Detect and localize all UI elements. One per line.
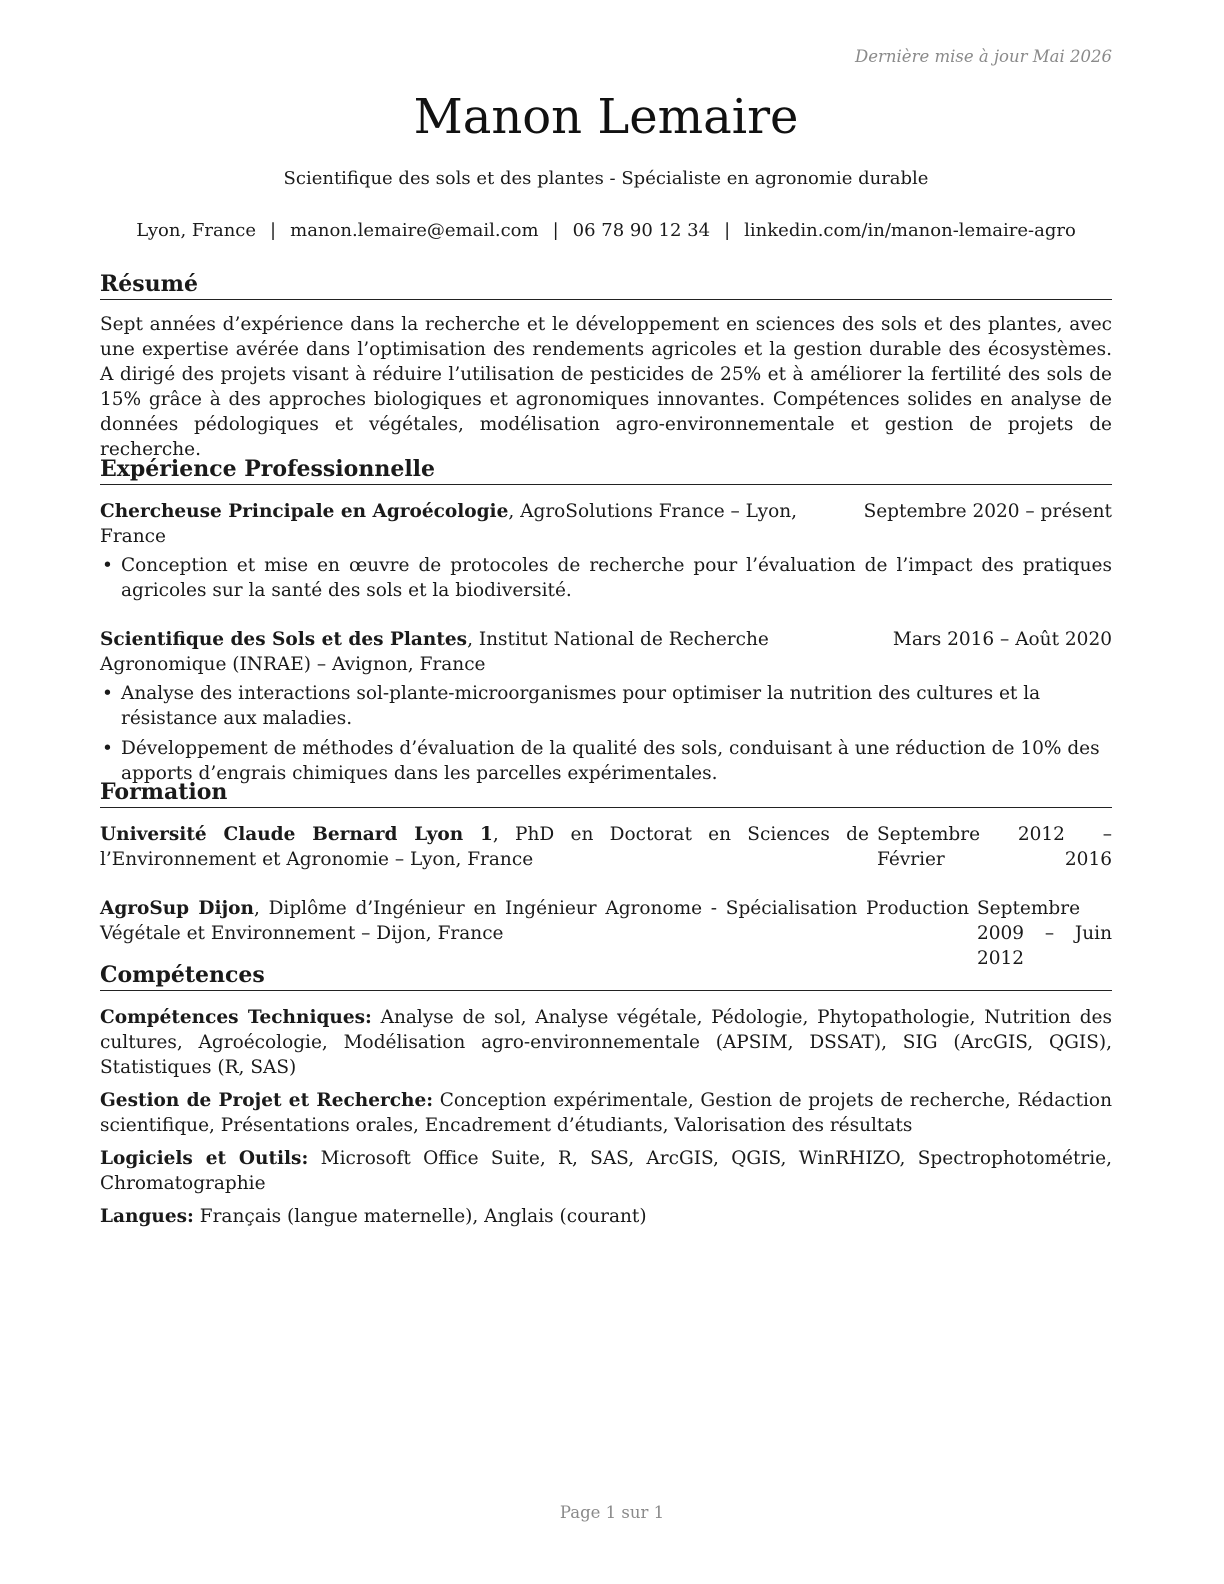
experience-entry (100, 499, 1112, 603)
experience-role: Scientifique des Sols et des Plantes (100, 629, 468, 650)
experience-bullets (100, 553, 1112, 603)
section-title-summary: Résumé (100, 270, 1112, 300)
contact-separator: | (724, 220, 731, 241)
skill-text: Français (langue maternelle), Anglais (courant) (193, 1206, 647, 1227)
education-entry (100, 896, 1112, 971)
contact-separator: | (552, 220, 559, 241)
education-school: AgroSup Dijon (100, 898, 254, 919)
skill-group (100, 1005, 1112, 1080)
education-school: Université Claude Bernard Lyon 1 (100, 824, 493, 845)
headline: Scientifique des sols et des plantes - Spécialiste en agronomie durable (283, 168, 929, 189)
skill-label: Logiciels et Outils: (100, 1148, 309, 1169)
skill-group (100, 1146, 1112, 1196)
skill-text: Microsoft Office Suite, R, SAS, ArcGIS, QGIS, WinRHIZO, Spectrophotométrie, Chromatographie (100, 1148, 1112, 1194)
skills-section (100, 961, 1112, 1237)
experience-section (100, 455, 1112, 810)
contact-email[interactable]: manon.lemaire@email.com (290, 220, 539, 241)
education-entry (100, 822, 1112, 872)
skill-label: Langues: (100, 1206, 194, 1227)
section-title-skills: Compétences (100, 961, 1112, 991)
page-number: Page 1 sur 1 (559, 1503, 665, 1522)
contact-phone: 06 78 90 12 34 (572, 220, 711, 241)
skill-label: Gestion de Projet et Recherche: (100, 1090, 434, 1111)
education-text (100, 822, 869, 872)
experience-entry-heading (100, 499, 852, 549)
section-title-experience: Expérience Professionnelle (100, 455, 1112, 485)
resume-page (100, 0, 1112, 1584)
education-date: Septembre 2012 – Février 2016 (877, 824, 1112, 870)
contact-linkedin[interactable]: linkedin.com/in/manon-lemaire-agro (744, 220, 1076, 241)
skill-text: Analyse de sol, Analyse végétale, Pédologie, Phytopathologie, Nutrition des cultures, Agroécologie, Modélisation agro-environnementale (APSIM, DSSAT), SIG (ArcGIS, QGIS), Statistiques (R, SAS) (100, 1007, 1112, 1078)
experience-date: Mars 2016 – Août 2020 (892, 629, 1112, 650)
education-detail: , PhD en Doctorat en Sciences de l’Environnement et Agronomie – Lyon, France (100, 824, 869, 870)
experience-entry-heading (100, 627, 880, 677)
experience-org: , AgroSolutions France – Lyon, France (100, 501, 798, 547)
skill-text: Conception expérimentale, Gestion de projets de recherche, Rédaction scientifique, Présentations orales, Encadrement d’étudiants, Valorisation des résultats (100, 1090, 1112, 1136)
experience-org: , Institut National de Recherche Agronomique (INRAE) – Avignon, France (100, 629, 769, 675)
section-title-education: Formation (100, 778, 1112, 808)
experience-role: Chercheuse Principale en Agroécologie (100, 501, 509, 522)
candidate-name: Manon Lemaire (413, 89, 799, 145)
experience-bullet: • Analyse des interactions sol-plante-microorganismes pour optimiser la nutrition des cultures et la résistance aux maladies. (100, 681, 1112, 731)
education-date: Septembre 2009 – Juin 2012 (977, 898, 1112, 969)
skill-label: Compétences Techniques: (100, 1007, 372, 1028)
contact-line (100, 218, 1112, 243)
education-detail: , Diplôme d’Ingénieur en Ingénieur Agronome - Spécialisation Production Végétale et Environnement – Dijon, France (100, 898, 969, 944)
experience-bullet: • Développement de méthodes d’évaluation de la qualité des sols, conduisant à une réduction de 10% des apports d’engrais chimiques dans les parcelles expérimentales. (100, 736, 1112, 786)
contact-separator: | (270, 220, 277, 241)
experience-bullets (100, 681, 1112, 786)
experience-entry (100, 627, 1112, 786)
contact-location: Lyon, France (136, 220, 257, 241)
skill-group (100, 1088, 1112, 1138)
experience-bullet: • Conception et mise en œuvre de protocoles de recherche pour l’évaluation de l’impact des pratiques agricoles sur la santé des sols et la biodiversité. (100, 553, 1112, 603)
summary-section (100, 270, 1112, 462)
education-text (100, 896, 969, 971)
experience-entry-header (100, 627, 1112, 677)
experience-entry-header (100, 499, 1112, 549)
experience-date: Septembre 2020 – présent (863, 501, 1112, 522)
summary-text: Sept années d’expérience dans la recherche et le développement en sciences des sols et des plantes, avec une expertise avérée dans l’optimisation des rendements agricoles et la gestion durable des écosystèmes. A dirigé des projets visant à réduire l’utilisation de pesticides de 25% et à améliorer la fertilité des sols de 15% grâce à des approches biologiques et agronomiques innovantes. Compétences solides en analyse de données pédologiques et végétales, modélisation agro-environnementale et gestion de projets de recherche. (100, 314, 1112, 460)
skill-group (100, 1204, 1112, 1229)
last-updated: Dernière mise à jour Mai 2026 (855, 47, 1112, 66)
